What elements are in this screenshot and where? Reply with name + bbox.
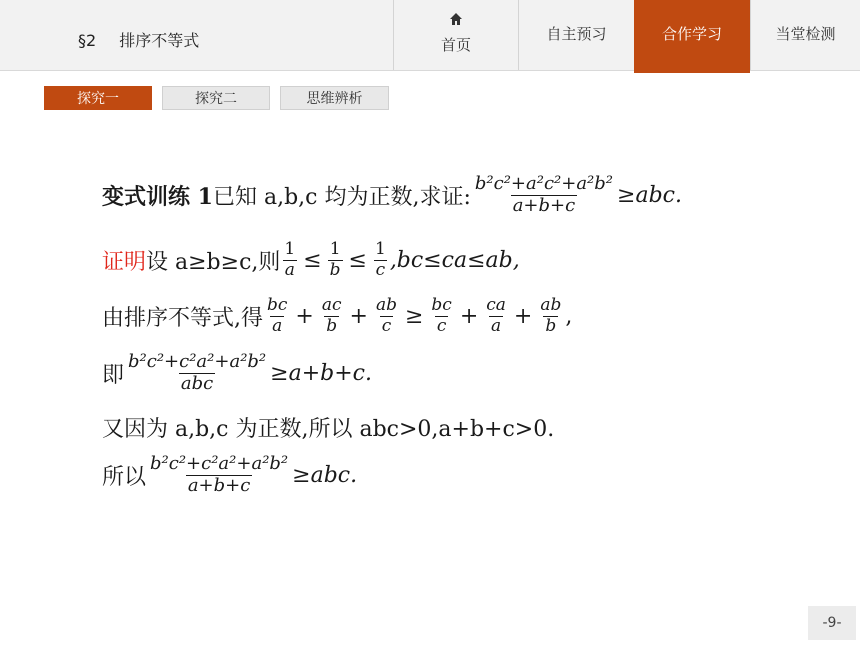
inequality-sign: ≥ bbox=[404, 303, 424, 329]
frac-ab-c: $\frac{ab}{c}$ bbox=[375, 295, 397, 336]
line3-denominator: abc bbox=[180, 372, 214, 394]
nav-preview-button[interactable] bbox=[518, 0, 634, 70]
proof-line-3 bbox=[102, 352, 372, 394]
home-icon bbox=[449, 12, 463, 26]
section-title: 排序不等式 bbox=[119, 31, 200, 50]
line3-fraction bbox=[126, 352, 268, 394]
problem-text: 已知 a,b,c 均为正数,求证: bbox=[212, 184, 471, 210]
tab-thinking[interactable]: 思维辨析 bbox=[280, 86, 389, 110]
frac-1-over-c: $\frac{1}{c}$ bbox=[374, 239, 386, 280]
proof-line-4 bbox=[102, 412, 554, 443]
line5-prefix: 所以 bbox=[102, 464, 147, 490]
proof-line-5 bbox=[102, 454, 357, 496]
frac-1-over-a: $\frac{1}{a}$ bbox=[284, 239, 296, 280]
problem-fraction-numerator: b²c²+a²c²+a²b² bbox=[474, 173, 614, 194]
nav-preview-label: 自主预习 bbox=[546, 25, 607, 43]
rearrangement-text: 由排序不等式,得 bbox=[102, 305, 263, 331]
problem-tail: ≥abc. bbox=[617, 182, 682, 208]
frac-ca-a: $\frac{ca}{a}$ bbox=[486, 295, 506, 336]
chapter-title bbox=[78, 28, 199, 51]
frac-ab-b: $\frac{ab}{b}$ bbox=[540, 295, 562, 336]
proof-line-2: 由排序不等式,得 $\frac{bc}{a}$ + $\frac{ac}{b}$ + $\frac{ab}{c}$ ≥ $\frac{bc}{c}$ + $\frac{ca}{a}$ + $\frac{ab}{b}$ , bbox=[102, 295, 573, 336]
problem-line bbox=[102, 174, 682, 216]
nav-cooperative-label: 合作学习 bbox=[661, 25, 722, 43]
top-bar bbox=[0, 0, 860, 71]
line5-fraction bbox=[148, 454, 290, 496]
line5-numerator: b²c²+c²a²+a²b² bbox=[150, 453, 289, 474]
page-number: -9- bbox=[808, 606, 856, 640]
nav-test-button[interactable] bbox=[750, 0, 860, 70]
proof-order-text: ,bc≤ca≤ab, bbox=[389, 247, 520, 273]
tab-explore-one[interactable]: 探究一 bbox=[44, 86, 152, 110]
section-number: §2 bbox=[78, 31, 97, 50]
proof-assumption: 设 a≥b≥c,则 bbox=[146, 249, 281, 275]
frac-1-over-b: $\frac{1}{b}$ bbox=[329, 239, 341, 280]
line3-prefix: 即 bbox=[102, 362, 125, 388]
line3-tail: ≥a+b+c. bbox=[270, 360, 372, 386]
problem-fraction bbox=[473, 174, 615, 216]
nav-home-button[interactable] bbox=[393, 0, 518, 70]
nav-cooperative-button[interactable] bbox=[634, 0, 750, 73]
line5-denominator: a+b+c bbox=[187, 474, 251, 496]
line4-text: 又因为 a,b,c 为正数,所以 abc>0,a+b+c>0. bbox=[102, 417, 555, 442]
frac-bc-c: $\frac{bc}{c}$ bbox=[431, 295, 452, 336]
nav-test-label: 当堂检测 bbox=[775, 25, 836, 43]
frac-ac-b: $\frac{ac}{b}$ bbox=[321, 295, 342, 336]
proof-label: 证明 bbox=[102, 249, 147, 275]
line3-numerator: b²c²+c²a²+a²b² bbox=[128, 351, 267, 372]
exercise-label: 变式训练 1 bbox=[102, 183, 213, 210]
nav-home-label: 首页 bbox=[440, 36, 471, 54]
problem-fraction-denominator: a+b+c bbox=[512, 194, 576, 216]
tab-explore-two[interactable]: 探究二 bbox=[162, 86, 270, 110]
frac-bc-a: $\frac{bc}{a}$ bbox=[267, 295, 288, 336]
proof-line-1: 证明 设 a≥b≥c,则 $\frac{1}{a}$ ≤ $\frac{1}{b}$ ≤ $\frac{1}{c}$ ,bc≤ca≤ab, bbox=[102, 239, 520, 280]
line5-tail: ≥abc. bbox=[292, 462, 358, 488]
